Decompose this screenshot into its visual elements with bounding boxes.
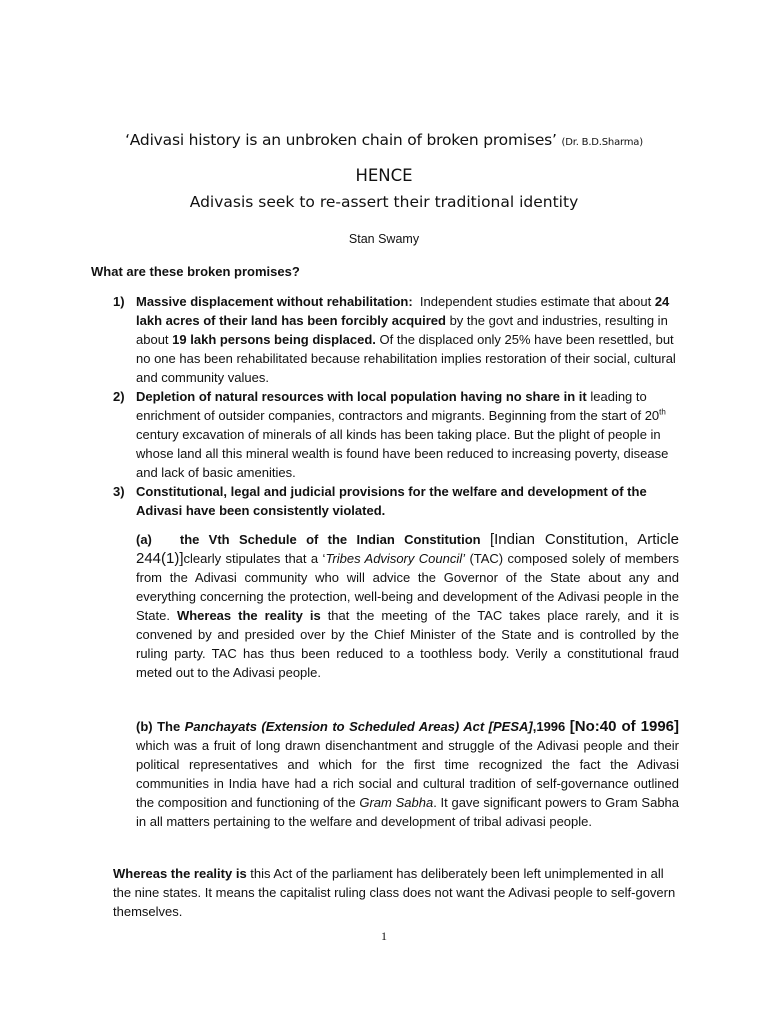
item-emphasis: 24 lakh acres of their land has been forcibly acquired: [136, 294, 670, 328]
item-lead: Constitutional, legal and judicial provisions for the welfare and development of the Adivasi have been consistently violated.: [136, 484, 647, 518]
subsection-b: [136, 717, 679, 831]
item-text: century excavation of minerals of all kinds has been taking place. But the plight of people in whose land all this mineral wealth is found have been reduced to increasing poverty, disease and lack of basic amenities.: [136, 427, 669, 480]
subsection-label: (b) The: [136, 719, 181, 734]
list-item: [113, 387, 679, 482]
act-name: Panchayats (Extension to Scheduled Areas) Act [PESA]: [184, 719, 533, 734]
item-number: 1): [113, 294, 125, 309]
final-paragraph: [113, 864, 679, 921]
item-body: [136, 292, 679, 387]
reality-lead: Whereas the reality is: [113, 866, 247, 881]
list-item: [113, 482, 679, 520]
gram-sabha-italic: Gram Sabha: [359, 795, 434, 810]
item-body: [136, 482, 679, 520]
subsection-text: . It gave significant powers to Gram Sabha in all matters pertaining to the welfare and development of tribal adivasi people.: [136, 795, 680, 829]
subsection-lead: the Vth Schedule of the Indian Constitution: [179, 532, 481, 547]
subsection-italic: Tribes Advisory Council’: [325, 551, 466, 566]
item-text: Independent studies estimate that about: [419, 294, 652, 309]
subsection-label: (a): [136, 532, 152, 547]
hence-heading: HENCE: [355, 166, 413, 185]
item-text: Of the displaced only 25% have been resettled, but no one has been rehabilitated because rehabilitation implies restoration of their social, cultural and community values.: [136, 332, 676, 385]
quote-text: ‘Adivasi history is an unbroken chain of broken promises’: [125, 131, 557, 149]
item-emphasis: 19 lakh persons being displaced.: [172, 332, 376, 347]
reality-lead: Whereas the reality is: [176, 608, 321, 623]
page-number: 1: [381, 929, 387, 943]
item-number: 2): [113, 389, 125, 404]
subsection-text: (TAC) composed solely of members from the Adivasi community who will advice the Governor of the State about any and everything concerning the protection, well-being and development of the Adivasi people in the State.: [136, 551, 679, 623]
subsection-a: [136, 530, 679, 682]
subsection-text: which was a fruit of long drawn disenchantment and struggle of the Adivasi people and their political representatives and which for the first time recognized the fact the Adivasi communities in India have had a rich social and cultural tradition of self-governance outlined the composition and functioning of the: [136, 738, 679, 810]
final-text: this Act of the parliament has deliberately been left unimplemented in all the nine states. It means the capitalist ruling class does not want the Adivasi people to self-govern themselves.: [113, 866, 676, 919]
item-text: by the govt and industries, resulting in about: [136, 313, 668, 347]
item-number: 3): [113, 484, 125, 499]
list-item: [113, 292, 679, 387]
promise-list: [113, 292, 679, 520]
subtitle: Adivasis seek to re-assert their traditional identity: [189, 193, 579, 211]
subsection-text: clearly stipulates that a ‘: [183, 551, 326, 566]
item-lead: Depletion of natural resources with local population having no share in it: [136, 389, 587, 404]
section-question: What are these broken promises?: [91, 264, 300, 279]
subsection-reference: [Indian Constitution, Article 244(1)]: [136, 531, 679, 567]
quote-attribution: (Dr. B.D.Sharma): [561, 137, 643, 148]
superscript: th: [659, 407, 666, 417]
subsection-text: that the meeting of the TAC takes place rarely, and it is convened by and presided over by the Chief Minister of the State and is controlled by the ruling party. TAC has thus been reduced to a toothless body. Verily a constitutional fraud meted out to the Adivasi people.: [136, 608, 679, 680]
item-lead: Massive displacement without rehabilitation:: [136, 294, 413, 309]
author-name: Stan Swamy: [348, 232, 420, 246]
act-year: ,1996: [532, 719, 566, 734]
item-text: leading to enrichment of outsider companies, contractors and migrants. Beginning from the start of 20: [136, 389, 660, 423]
item-body: [136, 387, 679, 482]
act-reference: [No:40 of 1996]: [569, 718, 680, 735]
quote-title: [0, 131, 768, 152]
